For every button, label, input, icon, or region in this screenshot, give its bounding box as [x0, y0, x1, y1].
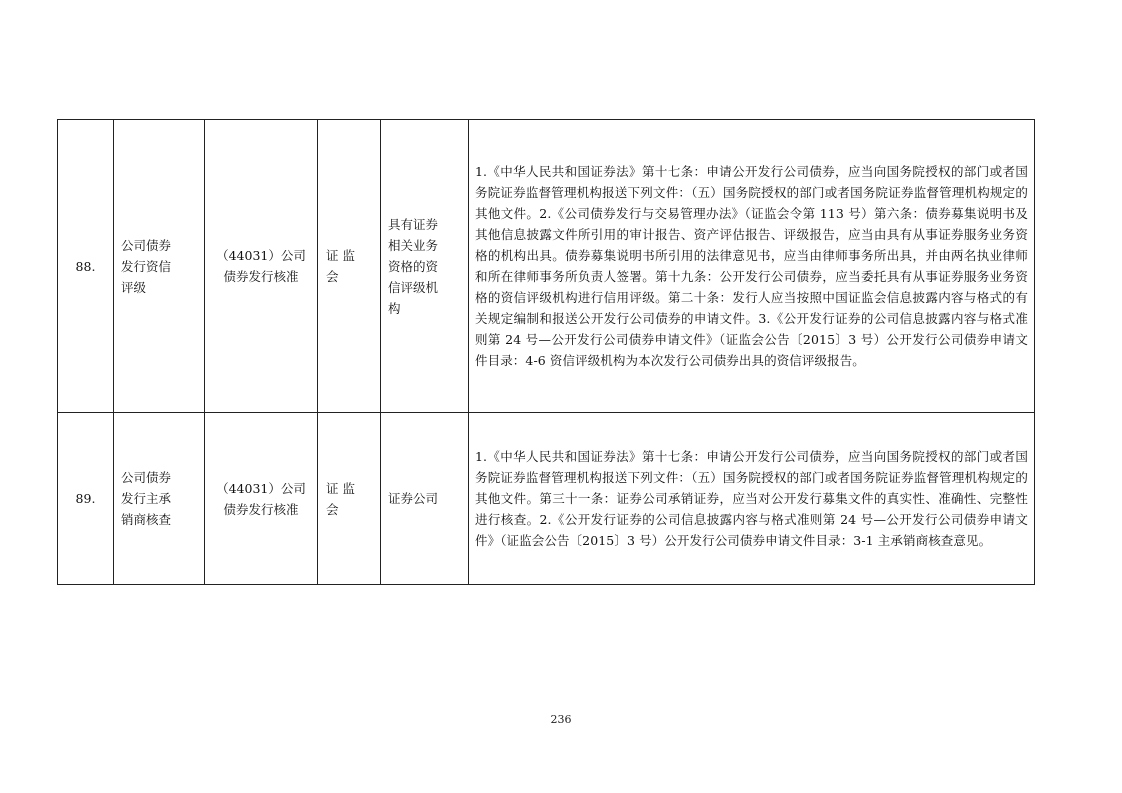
requirement: 证券公司	[388, 491, 439, 506]
approval-cell	[205, 120, 318, 413]
approval-cell	[205, 413, 318, 585]
department: 证 监 会	[326, 480, 355, 517]
item-name-cell	[114, 413, 205, 585]
page-number: 236	[550, 713, 572, 726]
item-name: 公司债券 发行主承 销商核查	[121, 470, 172, 527]
legal-basis-cell	[469, 120, 1035, 413]
row-number: 89.	[75, 491, 96, 506]
legal-basis: 1.《中华人民共和国证券法》第十七条：申请公开发行公司债券，应当向国务院授权的部门或者国务院证券监督管理机构报送下列文件：（五）国务院授权的部门或者国务院证券监督管理机构规定的其他文件。2.《公司债券发行与交易管理办法》（证监会令第 113 号）第六条：债券募集说明书及其他信息披露文件所引用的审计报告、资产评估报告、评级报告，应当由具有从事证券服务业务资格的机构出具。债券募集说明书所引用的法律意见书，应当由律师事务所出具，并由两名执业律师和所在律师事务所负责人签署。第十九条：公开发行公司债券，应当委托具有从事证券服务业务资格的资信评级机构进行信用评级。第二十条：发行人应当按照中国证监会信息披露内容与格式的有关规定编制和报送公开发行公司债券的申请文件。3.《公开发行证券的公司信息披露内容与格式准则第 24 号—公开发行公司债券申请文件》（证监会公告〔2015〕3 号）公开发行公司债券申请文件目录：4-6 资信评级机构为本次发行公司债券出具的资信评级报告。	[475, 164, 1028, 368]
table-row	[58, 413, 1035, 585]
legal-basis: 1.《中华人民共和国证券法》第十七条：申请公开发行公司债券，应当向国务院授权的部门或者国务院证券监督管理机构报送下列文件：（五）国务院授权的部门或者国务院证券监督管理机构规定的其他文件。第三十一条：证券公司承销证券，应当对公开发行募集文件的真实性、准确性、完整性进行核查。2.《公开发行证券的公司信息披露内容与格式准则第 24 号—公开发行公司债券申请文件》（证监会公告〔2015〕3 号）公开发行公司债券申请文件目录：3-1 主承销商核查意见。	[475, 449, 1028, 548]
requirement: 具有证券 相关业务 资格的资 信评级机 构	[388, 216, 439, 316]
requirement-cell	[381, 120, 469, 413]
requirement-cell	[381, 413, 469, 585]
item-name: 公司债券 发行资信 评级	[121, 237, 172, 295]
row-number-cell	[58, 413, 114, 585]
row-number: 88.	[75, 258, 96, 274]
legal-basis-cell	[469, 413, 1035, 585]
department: 证 监 会	[326, 248, 355, 284]
approval-item: （44031）公司 债券发行核准	[216, 248, 306, 284]
department-cell	[318, 413, 381, 585]
table-row	[58, 120, 1035, 413]
department-cell	[318, 120, 381, 413]
item-name-cell	[114, 120, 205, 413]
service-items-table	[57, 119, 1035, 585]
approval-item: （44031）公司 债券发行核准	[216, 480, 306, 517]
row-number-cell	[58, 120, 114, 413]
